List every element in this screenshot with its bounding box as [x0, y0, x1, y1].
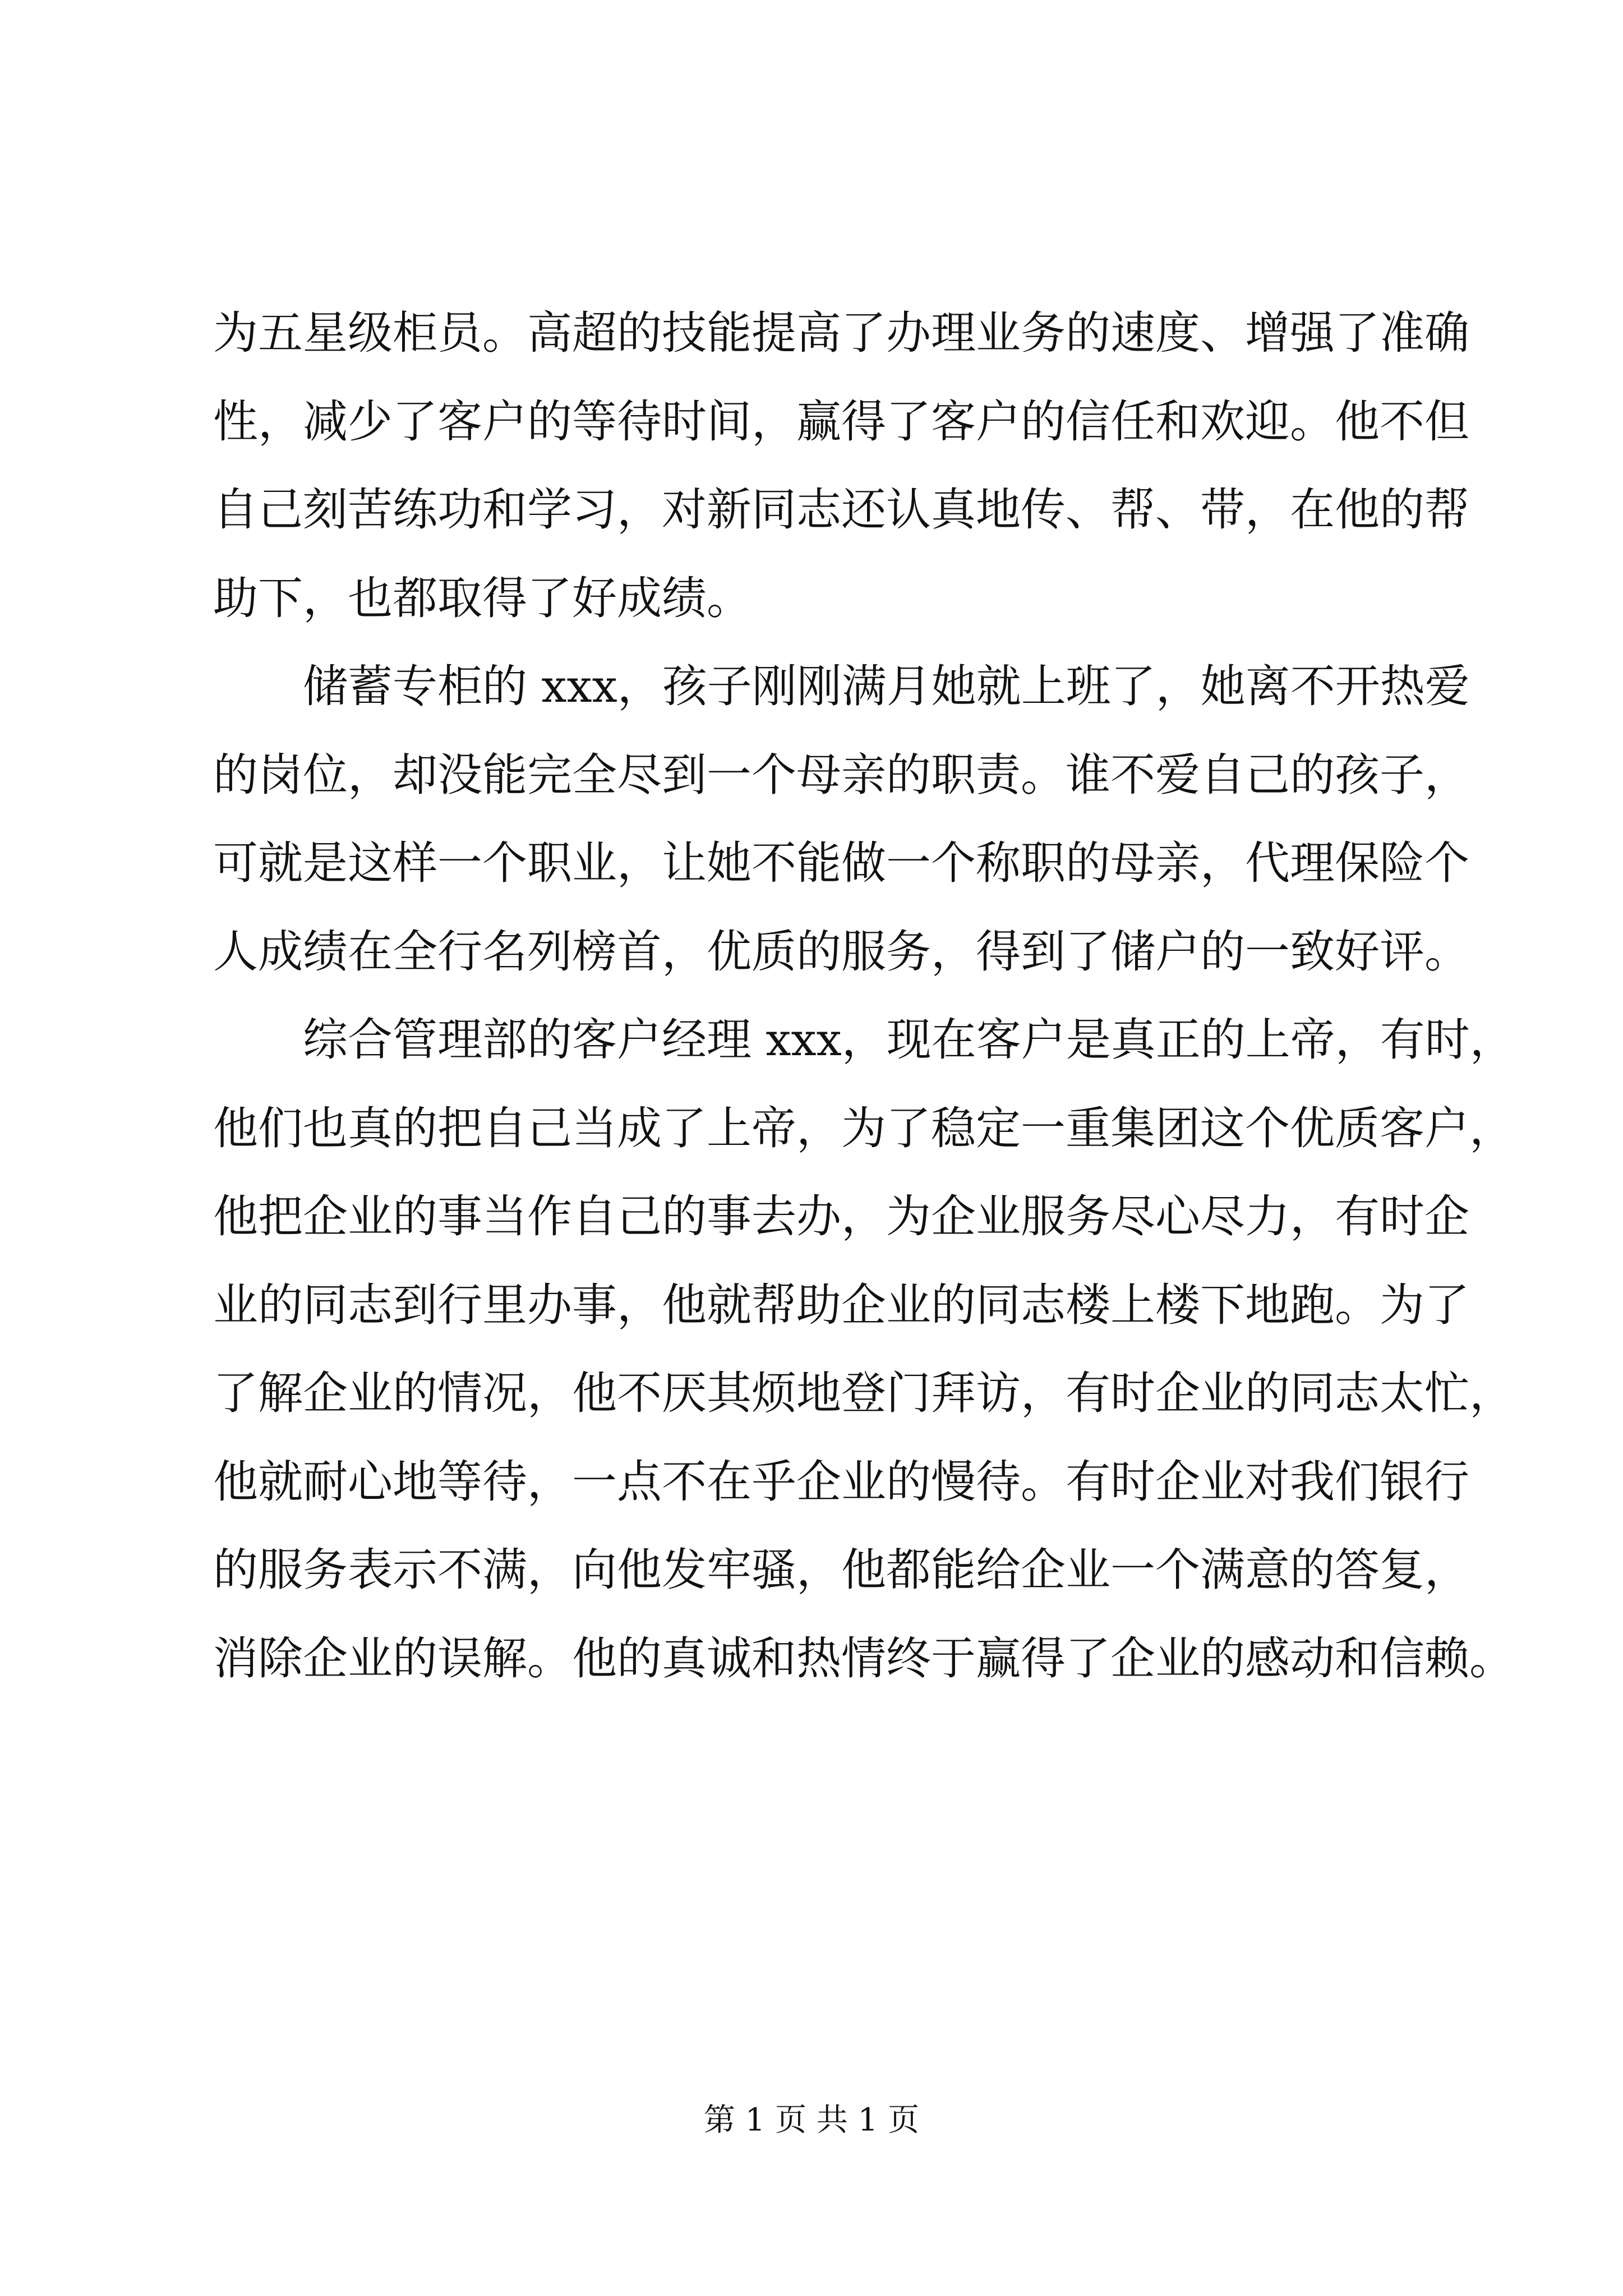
- page-number-label: 第 1 页 共 1 页: [703, 2102, 920, 2138]
- paragraph-3-line-2: 他们也真的把自己当成了上帝，为了稳定一重集团这个优质客户，: [213, 1102, 1514, 1154]
- paragraph-3-line-6: 他就耐心地等待，一点不在乎企业的慢待。有时企业对我们银行: [213, 1455, 1469, 1508]
- paragraph-2-line-3: 可就是这样一个职业，让她不能做一个称职的母亲，代理保险个: [213, 837, 1469, 889]
- paragraph-3-line-5: 了解企业的情况，他不厌其烦地登门拜访，有时企业的同志太忙，: [213, 1367, 1514, 1419]
- paragraph-3-line-8: 消除企业的误解。他的真诚和热情终于赢得了企业的感动和信赖。: [213, 1632, 1514, 1685]
- paragraph-2-line-1: 储蓄专柜的 xxx，孩子刚刚满月她就上班了，她离不开热爱: [303, 660, 1470, 712]
- paragraph-1-line-1: 为五星级柜员。高超的技能提高了办理业务的速度、增强了准确: [213, 307, 1469, 359]
- paragraph-1-line-4: 助下，也都取得了好成绩。: [213, 572, 751, 624]
- paragraph-3-line-7: 的服务表示不满，向他发牢骚，他都能给企业一个满意的答复，: [213, 1544, 1469, 1596]
- paragraph-1-line-3: 自己刻苦练功和学习，对新同志还认真地传、帮、带，在他的帮: [213, 484, 1469, 536]
- paragraph-3-line-3: 他把企业的事当作自己的事去办，为企业服务尽心尽力，有时企: [213, 1190, 1469, 1243]
- paragraph-1-line-2: 性，减少了客户的等待时间，赢得了客户的信任和欢迎。他不但: [213, 395, 1469, 448]
- paragraph-2-line-2: 的岗位，却没能完全尽到一个母亲的职责。谁不爱自己的孩子，: [213, 748, 1469, 801]
- paragraph-3-line-1: 综合管理部的客户经理 xxx，现在客户是真正的上帝，有时，: [303, 1014, 1515, 1066]
- document-body: [213, 289, 1515, 1703]
- paragraph-2-line-4: 人成绩在全行名列榜首，优质的服务，得到了储户的一致好评。: [213, 925, 1469, 978]
- paragraph-3-line-4: 业的同志到行里办事，他就帮助企业的同志楼上楼下地跑。为了: [213, 1278, 1469, 1331]
- page-footer: [0, 2098, 1623, 2143]
